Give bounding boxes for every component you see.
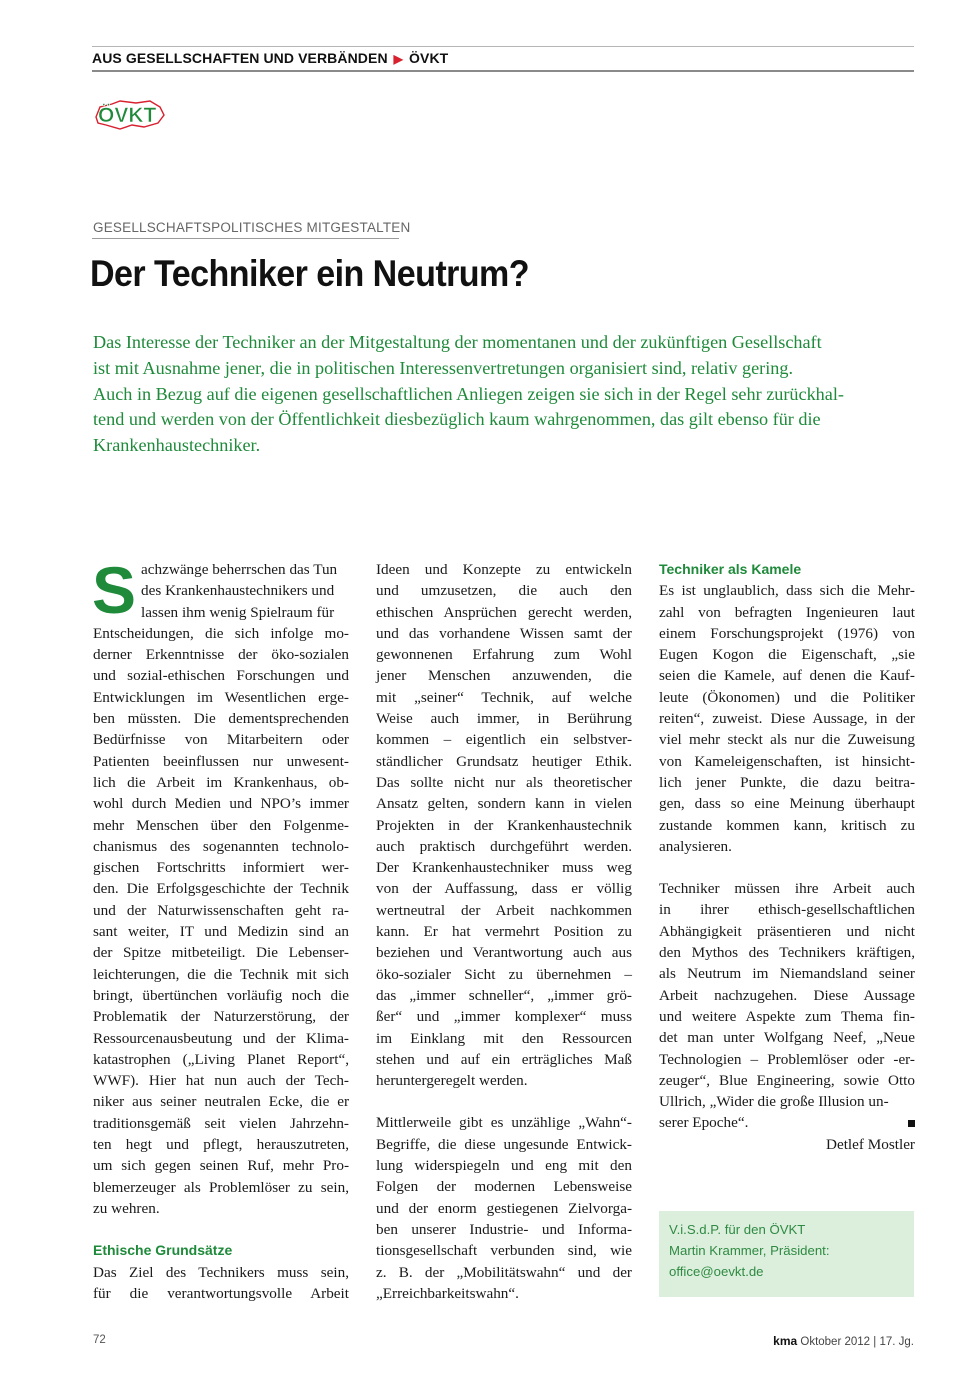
lead-line: Auch in Bezug auf die eigenen gesellschaftlichen Anliegen zeigen sie sich in der Regel sehr zurückhal- xyxy=(93,383,844,404)
body-line: Mittlerweile gibt es unzählige „Wahn“- xyxy=(376,1114,632,1132)
author-name: Detlef Mostler xyxy=(826,1135,915,1153)
body-line: wohl durch Medien und NPO’s immer xyxy=(93,795,349,813)
body-line: viel mehr steckt als nur die Zuweisung xyxy=(659,731,915,749)
body-line: mehr Menschen über den Folgenme- xyxy=(93,816,349,834)
paragraph-gap xyxy=(659,857,915,878)
body-line: und weitere Aspekte zum Thema fin- xyxy=(659,1007,915,1025)
body-line: und sozial-ethischen Forschungen und xyxy=(93,667,349,685)
body-line: zustande kommen kann, kritisch zu xyxy=(659,816,915,834)
body-line: ßer“ und „immer komplexer“ muss xyxy=(376,1008,632,1026)
body-line: Entscheidungen, die sich infolge mo- xyxy=(93,624,349,642)
body-line: niker aus seiner neutralen Ecke, die er xyxy=(93,1093,349,1111)
subheading-ethische-grundsaetze: Ethische Grundsätze xyxy=(93,1242,233,1259)
section-header xyxy=(92,50,448,66)
header-top-rule xyxy=(92,46,914,47)
drop-cap: S xyxy=(92,553,137,627)
paragraph-gap xyxy=(376,1091,632,1112)
body-line: von der Auffassung, dass er völlig xyxy=(376,880,632,898)
body-line: der Spitze mitbeteiligt. Die Lebenser- xyxy=(93,944,349,962)
subsection-title: ÖVKT xyxy=(409,50,449,66)
body-line: blemerzeuger als Problemlöser zu sein, xyxy=(93,1178,349,1196)
section-title: AUS GESELLSCHAFTEN UND VERBÄNDEN xyxy=(92,50,388,66)
body-line: öko-sozialer Sicht zu übernehmen – xyxy=(376,965,632,983)
body-line: auch praktisch durchgeführt werden. xyxy=(376,837,632,855)
body-line: tionsgesellschaft verbunden sind, wie xyxy=(376,1242,632,1260)
article-lead xyxy=(93,330,923,459)
body-line: ben unserer Industrie- und Informa- xyxy=(376,1220,632,1238)
body-line: katastrophen („Living Planet Report“, xyxy=(93,1050,349,1068)
body-line: WWF). Hier hat nun auch der Tech- xyxy=(93,1072,349,1090)
body-line: gewonnenen Erfahrung zum Wohl xyxy=(376,646,632,664)
body-line: gen, dass so eine Meinung überhaupt xyxy=(659,795,915,813)
article-title: Der Techniker ein Neutrum? xyxy=(90,253,529,294)
body-line: Ideen und Konzepte zu entwickeln xyxy=(376,561,632,578)
body-line: den. Die Erfolgsgeschichte der Technik xyxy=(93,880,349,898)
column-1-body xyxy=(93,623,349,1219)
body-line: Weise auch immer, in Berührung xyxy=(376,710,632,728)
body-line: kommen – eigentlich ein selbstver- xyxy=(376,731,632,749)
body-line: Entwicklungen im Wesentlichen erge- xyxy=(93,688,349,706)
body-line: leute (Ökonomen) und die Politiker xyxy=(659,688,915,706)
column-3-body-2 xyxy=(659,878,915,1112)
body-line: Problematik der Naturzerstörung, der xyxy=(93,1008,349,1026)
body-line: stehen und auf ein erträgliches Maß xyxy=(376,1050,632,1068)
body-line: Eugen Kogon die Eigenschaft, „sie xyxy=(659,646,915,664)
body-line: Ressourcenausbeutung und der Klima- xyxy=(93,1029,349,1047)
end-mark-icon xyxy=(908,1120,915,1127)
body-line: chanismus des sogenannten technolo- xyxy=(93,837,349,855)
body-line: reiten“, zuweist. Diese Aussage, in der xyxy=(659,710,915,728)
volume: 17. Jg. xyxy=(879,1336,914,1348)
body-line: ten hegt und pflegt, herauszutreten, xyxy=(93,1136,349,1154)
body-line: Bedürfnisse von Mitarbeitern oder xyxy=(93,731,349,749)
body-line: Es ist unglaublich, dass sich die Mehr- xyxy=(659,582,915,600)
body-line: im Einklang mit den Ressourcen xyxy=(376,1029,632,1047)
body-line: und umzusetzen, die auch den xyxy=(376,582,632,600)
kicker-underline xyxy=(92,238,399,239)
body-line: Folgen der modernen Lebensweise xyxy=(376,1178,632,1196)
body-line: den Mythos des Technikers kräftigen, xyxy=(659,944,915,962)
body-line: „Erreichbarkeitswahn“. xyxy=(376,1284,519,1302)
body-line: Das sollte nicht nur als theoretischer xyxy=(376,773,632,791)
lead-line: ist mit Ausnahme jener, die in politischen Interessenvertretungen organisiert sind, relativ gering. xyxy=(93,357,793,378)
body-line: serer Epoche“. xyxy=(659,1114,749,1132)
body-line: als Neutrum im Niemandsland seiner xyxy=(659,965,915,983)
lead-line: Das Interesse der Techniker an der Mitgestaltung der momentanen und der zukünftigen Gesellschaft xyxy=(93,332,822,352)
body-line: und das vorhandene Wissen samt der xyxy=(376,624,632,642)
body-line: Techniker müssen ihre Arbeit auch xyxy=(659,880,915,898)
body-line: für die verantwortungsvolle Arbeit xyxy=(93,1284,349,1302)
paragraph-gap xyxy=(93,1219,349,1240)
body-line: jener Menschen anzuwenden, die xyxy=(376,667,632,685)
logo-text: ÖVKT xyxy=(98,104,157,127)
column-2-body xyxy=(376,559,632,1091)
body-line: Technologien – Problemlöser oder -er- xyxy=(659,1050,915,1068)
footer-issue xyxy=(773,1334,914,1348)
subheading-techniker-als-kamele: Techniker als Kamele xyxy=(659,561,802,577)
body-line: traditionsgemäß seit vielen Jahrzehn- xyxy=(93,1114,349,1132)
body-line: zahl von befragten Ingenieuren laut xyxy=(659,603,915,621)
body-line: analysieren. xyxy=(659,837,732,855)
body-line: und der Naturwissenschaften geht ra- xyxy=(93,901,349,919)
body-line: das „immer schneller“, „immer grö- xyxy=(376,986,632,1004)
body-line: Patienten beeinflussen nur unwesent- xyxy=(93,752,349,770)
column-3 xyxy=(659,559,915,1155)
body-line: Begriffe, die diese ungesunde Entwick- xyxy=(376,1135,632,1153)
body-line: Projekten in der Krankenhaustechnik xyxy=(376,816,632,834)
body-line: zeuger“, Blue Engineering, sowie Otto xyxy=(659,1071,915,1089)
body-line: achzwänge beherrschen das Tun xyxy=(141,561,338,578)
column-2-body-2 xyxy=(376,1112,632,1304)
article-kicker: GESELLSCHAFTSPOLITISCHES MITGESTALTEN xyxy=(93,220,411,235)
page-number: 72 xyxy=(93,1334,106,1346)
body-line: det man unter Wolfgang Neef, „Neue xyxy=(659,1029,915,1047)
body-line: sant weiter, IT und Medizin sind an xyxy=(93,923,349,941)
body-line: einem Forschungsprojekt (1976) von xyxy=(659,624,915,642)
body-line: des Krankenhaustechnikers und xyxy=(141,582,335,600)
body-line: Der Krankenhaustechniker muss weg xyxy=(376,859,632,877)
issue-date: Oktober 2012 xyxy=(800,1336,871,1348)
body-line: zu wehren. xyxy=(93,1199,160,1217)
footer-separator: | xyxy=(873,1336,877,1348)
arrow-right-icon: ▶ xyxy=(393,52,404,66)
imprint-line: V.i.S.d.P. für den ÖVKT xyxy=(669,1222,806,1237)
column-2 xyxy=(376,559,632,1304)
body-line: in ihrer ethisch-gesellschaftlichen xyxy=(659,901,915,919)
body-line: kann. Er hat vermehrt Position zu xyxy=(376,923,632,941)
body-line: heruntergeregelt werden. xyxy=(376,1072,528,1090)
body-line: ben müssten. Die dementsprechenden xyxy=(93,710,349,728)
body-line: seien die Kamele, auf denen die Kauf- xyxy=(659,667,915,685)
header-bottom-rule xyxy=(92,70,914,72)
last-line xyxy=(659,1112,915,1133)
imprint-line: Martin Krammer, Präsident: xyxy=(669,1243,830,1258)
body-line: derner Erkenntnisse der öko-sozialen xyxy=(93,646,349,664)
body-line: lich die Arbeit im Krankenhaus, ob- xyxy=(93,773,349,791)
body-line: Das Ziel des Technikers muss sein, xyxy=(93,1263,349,1281)
body-line: Ansatz gelten, sondern kann in vielen xyxy=(376,795,632,813)
body-line: Ullrich, „Wider die große Illusion un- xyxy=(659,1093,889,1111)
body-line: Abhängigkeit präsentieren und nicht xyxy=(659,922,915,940)
body-line: lassen ihm wenig Spielraum für xyxy=(141,603,335,621)
body-line: beziehen und Verantwortung auch aus xyxy=(376,944,632,962)
body-line: wertneutral der Arbeit nachkommen xyxy=(376,901,632,919)
body-line: ständlicher Grundsatz heutiger Ethik. xyxy=(376,752,632,770)
body-line: Arbeit nachzugehen. Diese Aussage xyxy=(659,986,915,1004)
body-line: ethischen Ansprüchen gerecht werden, xyxy=(376,603,632,621)
body-line: gischen Fortschritts informiert wer- xyxy=(93,859,349,877)
body-line: und der enorm gestiegenen Zielvorga- xyxy=(376,1199,632,1217)
body-line: um sich gegen seinen Ruf, mehr Pro- xyxy=(93,1157,349,1175)
magazine-brand: kma xyxy=(773,1334,798,1348)
imprint-email[interactable]: office@oevkt.de xyxy=(669,1264,764,1279)
body-line: z. B. der „Mobilitätswahn“ und der xyxy=(376,1263,632,1281)
body-line: leichterungen, die die Technik mit sich xyxy=(93,965,349,983)
lead-line: Krankenhaustechniker. xyxy=(93,435,261,456)
body-line: lung widerspiegeln und eng mit den xyxy=(376,1157,632,1175)
body-line: mit „seiner“ Technik, auf welche xyxy=(376,688,632,706)
body-line: lich jener Punkte, die dazu beitra- xyxy=(659,773,915,791)
body-line: bringt, übertünchen vorläufig noch die xyxy=(93,986,349,1004)
column-1 xyxy=(92,553,349,1304)
ovkt-logo xyxy=(92,95,166,135)
imprint-box xyxy=(659,1211,914,1297)
lead-line: tend und werden von der Öffentlichkeit diesbezüglich kaum wahrgenommen, das gilt ebenso für die xyxy=(93,409,821,430)
body-line: von Kameleigenschaften, ist hinsicht- xyxy=(659,752,915,770)
column-3-body xyxy=(659,580,915,857)
